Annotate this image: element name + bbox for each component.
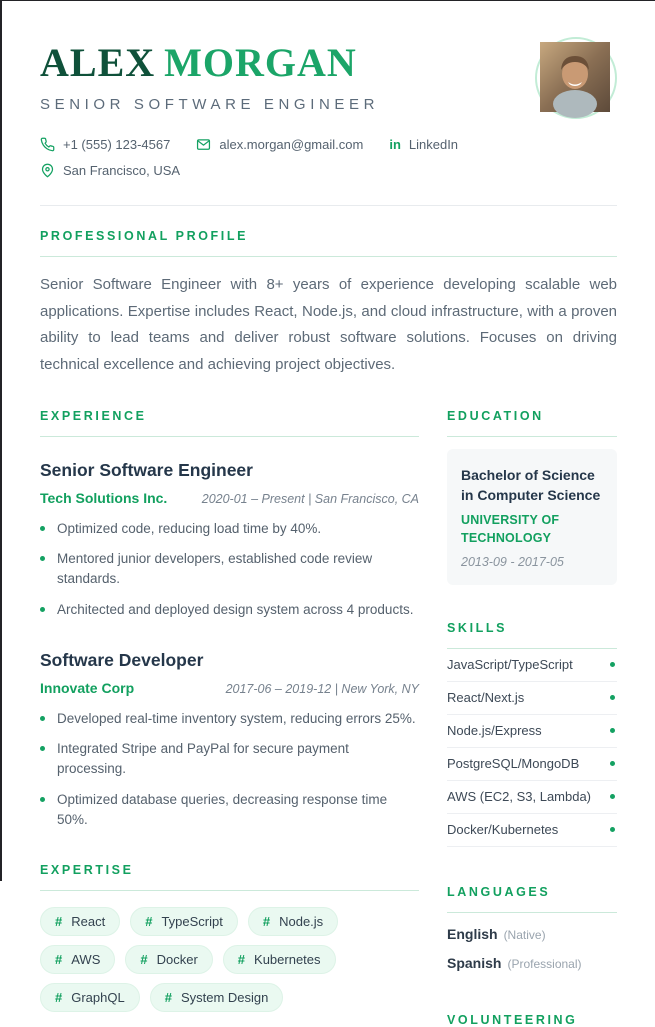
language-row xyxy=(447,955,617,971)
profile-photo-frame xyxy=(535,37,617,119)
hash-icon: # xyxy=(55,990,63,1005)
header-divider xyxy=(40,205,617,206)
bullet-dot-icon xyxy=(40,797,45,802)
phone-text: +1 (555) 123-4567 xyxy=(63,137,171,152)
hash-icon: # xyxy=(140,952,148,967)
language-row xyxy=(447,926,617,942)
section-skills xyxy=(447,621,617,847)
job-bullet-list xyxy=(40,709,419,830)
hash-icon: # xyxy=(55,952,63,967)
tag-label: Node.js xyxy=(279,914,324,929)
tag-label: AWS xyxy=(71,952,101,967)
company-name: Tech Solutions Inc. xyxy=(40,489,168,506)
last-name: MORGAN xyxy=(164,40,357,85)
skill-level-dot xyxy=(610,662,615,667)
bullet-text: Mentored junior developers, established code review standards. xyxy=(57,551,373,587)
location-pin-icon xyxy=(40,163,55,178)
bullet-item xyxy=(40,790,419,831)
tag-label: TypeScript xyxy=(161,914,223,929)
first-name: ALEX xyxy=(40,40,156,85)
bullet-item xyxy=(40,549,419,590)
job-bullet-list xyxy=(40,519,419,620)
experience-heading: EXPERIENCE xyxy=(40,408,147,423)
right-column xyxy=(447,409,617,1027)
degree-title: Bachelor of Science in Computer Science xyxy=(461,466,601,504)
skill-row xyxy=(447,748,617,781)
linkedin-text: LinkedIn xyxy=(408,137,459,152)
skill-name: React/Next.js xyxy=(447,689,525,705)
education-heading: EDUCATION xyxy=(447,408,544,423)
hash-icon: # xyxy=(55,914,63,929)
language-name: English xyxy=(447,925,498,942)
skill-name: JavaScript/TypeScript xyxy=(447,656,573,672)
section-languages xyxy=(447,885,617,971)
section-experience xyxy=(40,409,419,830)
skill-level-dot xyxy=(610,728,615,733)
profile-heading: PROFESSIONAL PROFILE xyxy=(40,229,249,243)
skills-heading: SKILLS xyxy=(447,620,508,635)
expertise-heading-rule xyxy=(40,890,419,891)
expertise-tag xyxy=(125,945,212,974)
hash-icon: # xyxy=(237,952,246,967)
skill-level-dot xyxy=(610,827,615,832)
profile-photo-placeholder xyxy=(540,42,610,112)
expertise-tag xyxy=(223,945,336,974)
bullet-text: Optimized code, reducing load time by 40%. xyxy=(57,520,322,536)
languages-list xyxy=(447,926,617,971)
expertise-tag xyxy=(130,907,238,936)
person-name xyxy=(40,41,617,85)
expertise-heading: EXPERTISE xyxy=(40,863,134,877)
location-text: San Francisco, USA xyxy=(63,163,181,178)
profile-summary-text: Senior Software Engineer with 8+ years of experience developing scalable web applications. Expertise includes React, Node.js, and cloud infrastructure, with a proven ability to lead teams and deliver robust software solutions. Focuses on driving technical excellence and achieving project objectives. xyxy=(40,276,617,374)
education-heading-rule xyxy=(447,436,617,437)
contact-location xyxy=(40,163,180,178)
job-dates-location: 2017-06 – 2019-12 | New York, NY xyxy=(225,681,419,696)
skill-level-dot xyxy=(610,695,615,700)
language-level: (Professional) xyxy=(507,956,582,971)
experience-entry xyxy=(40,650,419,830)
job-title: Senior Software Engineer xyxy=(40,459,253,480)
bullet-text: Developed real-time inventory system, reducing errors 25%. xyxy=(57,710,416,726)
email-icon xyxy=(196,137,211,152)
experience-entries xyxy=(40,460,419,830)
bullet-item xyxy=(40,709,419,729)
tag-label: System Design xyxy=(180,990,269,1005)
job-meta-row xyxy=(40,680,419,696)
language-level: (Native) xyxy=(503,927,546,942)
expertise-tag-list xyxy=(40,907,419,1012)
main-columns xyxy=(2,379,655,1027)
languages-heading: LANGUAGES xyxy=(447,884,551,899)
skill-row xyxy=(447,814,617,847)
bullet-dot-icon xyxy=(40,556,45,561)
contact-row xyxy=(40,137,520,178)
skill-name: Docker/Kubernetes xyxy=(447,821,559,837)
email-text: alex.morgan@gmail.com xyxy=(219,137,364,152)
bullet-item xyxy=(40,600,419,620)
bullet-dot-icon xyxy=(40,607,45,612)
skill-name: PostgreSQL/MongoDB xyxy=(447,755,580,771)
bullet-item xyxy=(40,739,419,780)
job-dates-location: 2020-01 – Present | San Francisco, CA xyxy=(201,491,419,506)
tag-label: GraphQL xyxy=(71,990,125,1005)
hash-icon: # xyxy=(145,914,153,929)
resume-header xyxy=(2,1,655,206)
phone-icon xyxy=(40,137,55,152)
tag-label: Kubernetes xyxy=(254,952,321,967)
job-title: Software Developer xyxy=(40,649,204,670)
expertise-tag xyxy=(248,907,338,936)
hash-icon: # xyxy=(262,914,271,929)
skill-row xyxy=(447,682,617,715)
experience-entry xyxy=(40,460,419,620)
bullet-dot-icon xyxy=(40,746,45,751)
languages-heading-rule xyxy=(447,912,617,913)
section-professional-profile xyxy=(2,206,655,379)
volunteering-heading: VOLUNTEERING xyxy=(447,1012,578,1027)
expertise-tag xyxy=(40,907,120,936)
language-name: Spanish xyxy=(447,954,502,971)
expertise-tag xyxy=(150,983,284,1012)
contact-email[interactable] xyxy=(196,137,363,152)
section-education xyxy=(447,409,617,585)
bullet-text: Optimized database queries, decreasing response time 50%. xyxy=(57,791,388,827)
skill-name: Node.js/Express xyxy=(447,722,542,738)
linkedin-icon: in xyxy=(389,137,401,152)
bullet-text: Integrated Stripe and PayPal for secure payment processing. xyxy=(57,741,349,777)
skills-list xyxy=(447,649,617,847)
bullet-dot-icon xyxy=(40,526,45,531)
skill-level-dot xyxy=(610,794,615,799)
skill-row xyxy=(447,715,617,748)
expertise-tag xyxy=(40,945,115,974)
contact-phone[interactable] xyxy=(40,137,170,152)
skill-row xyxy=(447,649,617,682)
tag-label: React xyxy=(71,914,106,929)
left-column xyxy=(40,409,419,1012)
profile-photo xyxy=(540,42,612,114)
profile-heading-rule xyxy=(40,256,617,257)
skill-row xyxy=(447,781,617,814)
education-dates: 2013-09 - 2017-05 xyxy=(461,554,564,569)
expertise-tag xyxy=(40,983,140,1012)
education-card xyxy=(447,449,617,585)
skill-level-dot xyxy=(610,761,615,766)
skill-name: AWS (EC2, S3, Lambda) xyxy=(447,788,592,804)
job-role-subtitle: SENIOR SOFTWARE ENGINEER xyxy=(40,96,380,113)
experience-heading-rule xyxy=(40,436,419,437)
section-volunteering xyxy=(447,1013,617,1027)
bullet-item xyxy=(40,519,419,539)
contact-linkedin[interactable] xyxy=(389,137,458,152)
school-name: UNIVERSITY OF TECHNOLOGY xyxy=(461,513,560,546)
bullet-dot-icon xyxy=(40,716,45,721)
hash-icon: # xyxy=(164,990,172,1005)
tag-label: Docker xyxy=(156,952,198,967)
job-meta-row xyxy=(40,490,419,506)
section-expertise xyxy=(40,863,419,1012)
bullet-text: Architected and deployed design system across 4 products. xyxy=(57,601,414,617)
company-name: Innovate Corp xyxy=(40,679,135,696)
